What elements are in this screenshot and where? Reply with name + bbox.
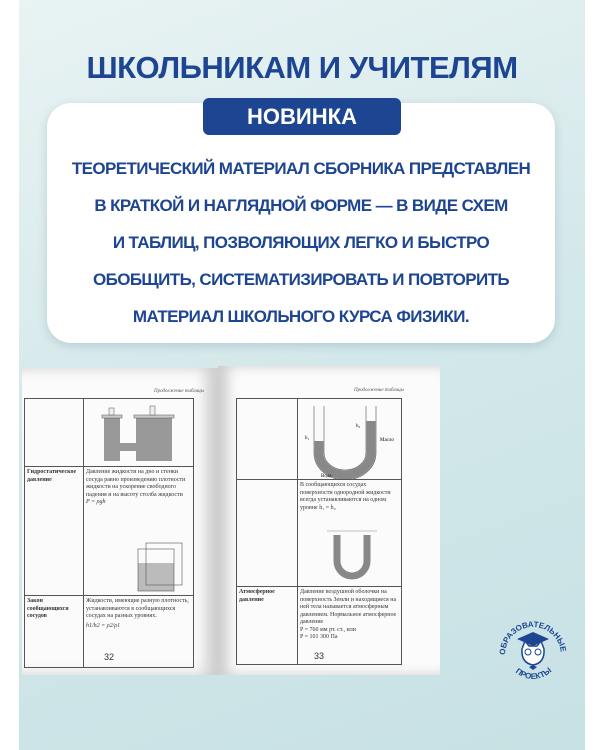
publisher-logo [495,615,570,690]
page-caption: Продолжение таблицы [153,389,204,394]
page-number: 32 [104,652,115,662]
description-line: И ТАБЛИЦ, ПОЗВОЛЯЮЩИХ ЛЕГКО И БЫСТРО [112,233,490,252]
u-tube-oil-diagram [301,401,401,479]
description-line: ТЕОРЕТИЧЕСКИЙ МАТЕРИАЛ СБОРНИКА ПРЕДСТАВЛЕН [71,159,531,178]
table-formula: P = ρgh [86,499,106,505]
table-formula: h1/h2 = ρ2/ρ1 [86,622,121,629]
table-text: В сообщающихся сосудах поверхности однородной жидкости всегда устанавливаются на одном уровне h₁ = h₂ [300,482,391,511]
vessel-diagram [130,541,190,594]
water-label: Вода [321,474,332,479]
description-line: В КРАТКОЙ И НАГЛЯДНОЙ ФОРМЕ — В ВИДЕ СХЕМ [94,196,508,215]
page-title: ШКОЛЬНИКАМ И УЧИТЕЛЯМ [86,50,518,85]
svg-text:ОБРАЗОВАТЕЛЬНЫЕ: ОБРАЗОВАТЕЛЬНЫЕ [497,619,568,656]
u-tube-diagram [322,523,382,583]
page-number: 33 [314,651,325,661]
table-text: Давление жидкости на дно и стенки сосуда равно произведению плотности жидкости на ускорение свободного падения и на высоту столба жидкости [86,469,186,498]
table-formula: P = 101 300 Па [300,634,338,640]
page-caption: Продолжение таблицы [353,388,404,393]
table-term: Закон сообщающихся сосудов [27,598,69,619]
physics-table [236,398,402,665]
svg-text:ПРОЕКТЫ: ПРОЕКТЫ [513,665,554,682]
physics-table [24,398,194,668]
new-badge: НОВИНКА [203,98,401,135]
table-cell [84,467,192,509]
book-page-left [22,368,218,675]
table-text: Давление воздушной оболочки на поверхность Земли и находящиеся на ней тела называется атмосферным давлением. Нормальное атмосферное давление [300,589,397,625]
h2-label: h₂ [356,424,361,429]
table-cell [84,596,192,632]
table-term: Атмосферное давление [239,589,275,603]
book-page-right [218,366,440,675]
description-line: МАТЕРИАЛ ШКОЛЬНОГО КУРСА ФИЗИКИ. [132,307,470,326]
table-term: Гидростатическое давление [27,469,77,483]
description-text [55,150,547,335]
table-text: Жидкости, имеющие разную плотность, устанавливаются в сообщающихся сосудах на разных уровнях. [86,598,189,619]
hydraulic-press-diagram [100,405,180,463]
table-cell [298,587,400,644]
h1-label: h₁ [305,436,310,441]
description-line: ОБОБЩИТЬ, СИСТЕМАТИЗИРОВАТЬ И ПОВТОРИТЬ [92,270,510,289]
oil-label: Масло [380,438,394,443]
table-formula: P = 760 мм рт. ст., или [300,626,356,633]
